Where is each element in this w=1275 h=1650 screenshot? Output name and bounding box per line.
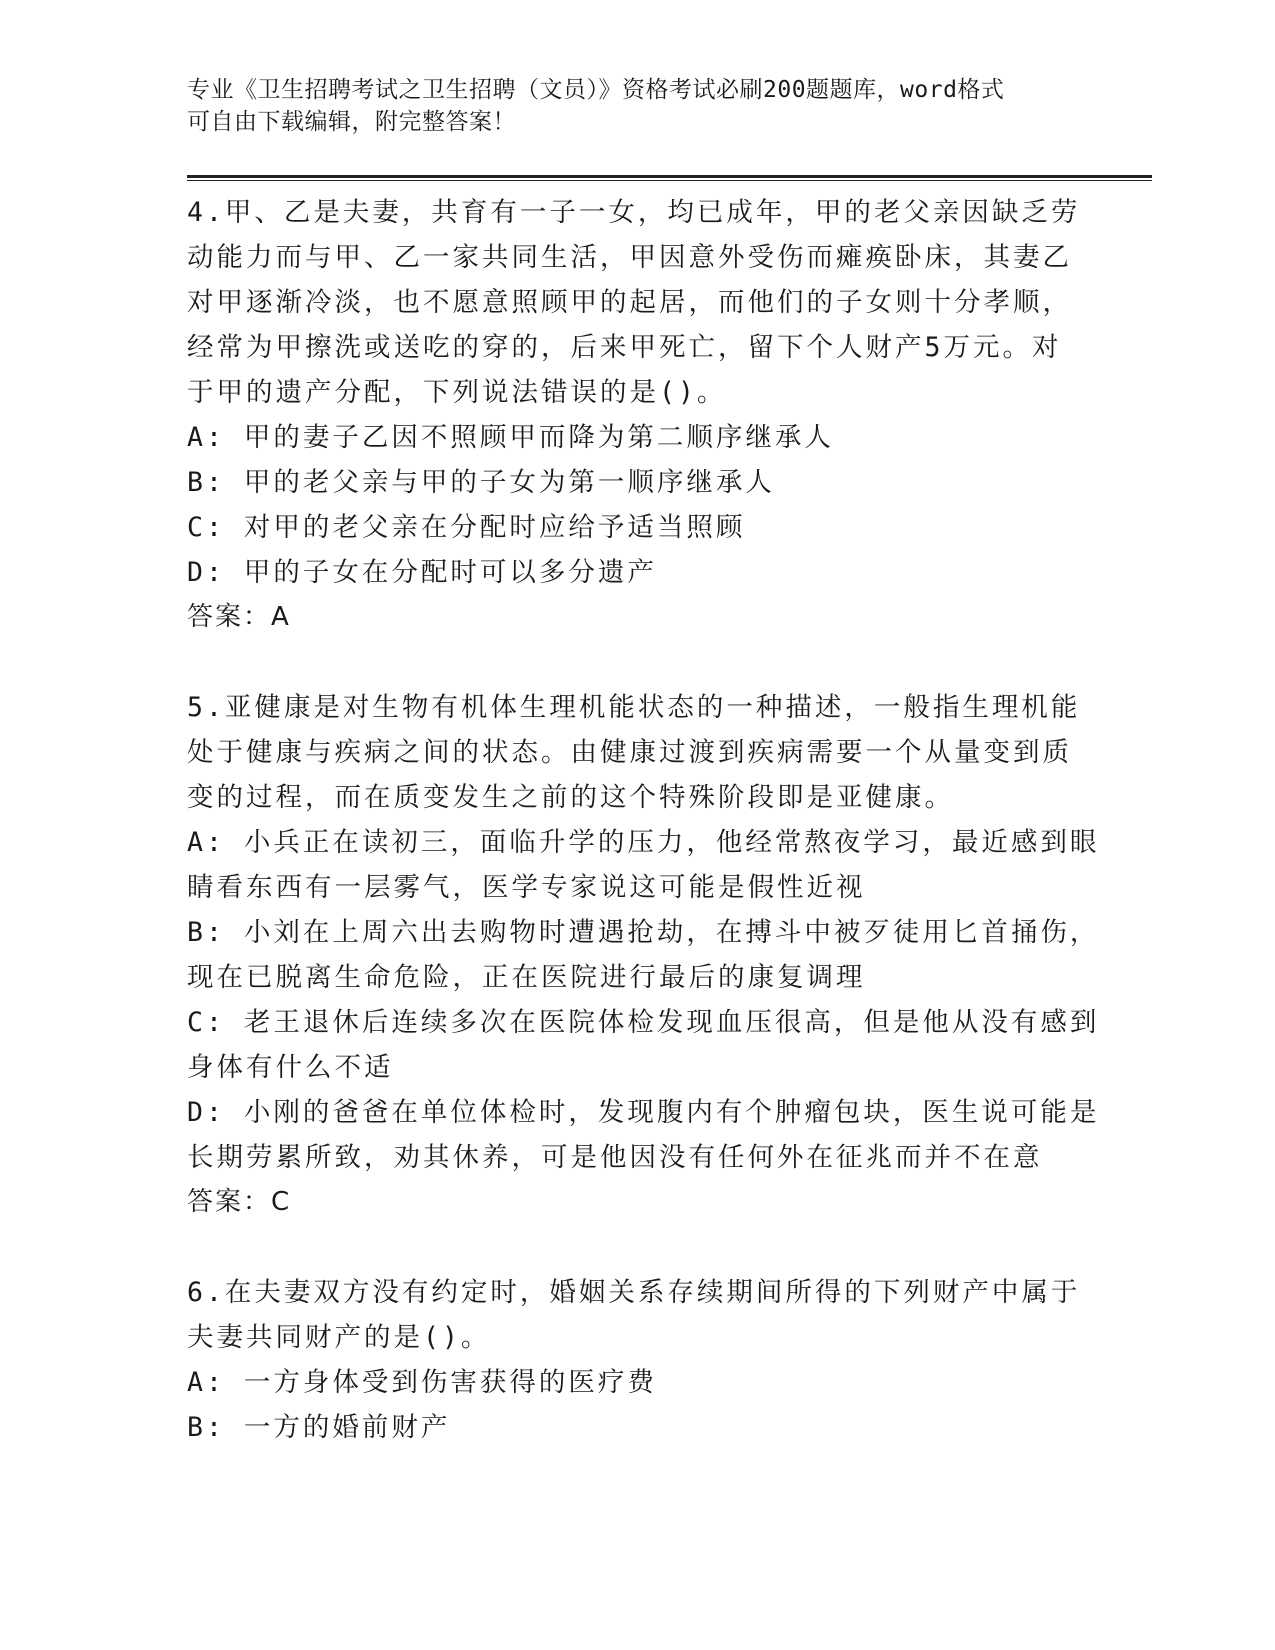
header-line-1: 专业《卫生招聘考试之卫生招聘（文员）》资格考试必刷200题题库，word格式: [187, 77, 1005, 103]
question-4: [187, 190, 1087, 640]
option-a-cont: 睛看东西有一层雾气，医学专家说这可能是假性近视: [187, 872, 866, 903]
option-d: D: 小刚的爸爸在单位体检时，发现腹内有个肿瘤包块，医生说可能是: [187, 1097, 1100, 1128]
question-stem-line: 4.甲、乙是夫妻，共育有一子一女，均已成年，甲的老父亲因缺乏劳: [187, 197, 1081, 228]
option-d-cont: 长期劳累所致，劝其休养，可是他因没有任何外在征兆而并不在意: [187, 1142, 1043, 1173]
header-line-2: 可自由下载编辑，附完整答案！: [187, 109, 516, 135]
question-stem-line: 经常为甲擦洗或送吃的穿的，后来甲死亡，留下个人财产5万元。对: [187, 332, 1062, 363]
question-list: [187, 190, 1100, 1495]
option-c: C: 老王退休后连续多次在医院体检发现血压很高，但是他从没有感到: [187, 1007, 1100, 1038]
option-d: D: 甲的子女在分配时可以多分遗产: [187, 557, 657, 588]
option-a: A: 小兵正在读初三，面临升学的压力，他经常熬夜学习，最近感到眼: [187, 827, 1100, 858]
question-stem-line: 变的过程，而在质变发生之前的这个特殊阶段即是亚健康。: [187, 782, 954, 813]
option-c: C: 对甲的老父亲在分配时应给予适当照顾: [187, 512, 746, 543]
question-stem-line: 于甲的遗产分配，下列说法错误的是()。: [187, 377, 727, 408]
option-a: A: 一方身体受到伤害获得的医疗费: [187, 1367, 657, 1398]
option-b: B: 甲的老父亲与甲的子女为第一顺序继承人: [187, 467, 775, 498]
question-stem-line: 对甲逐渐冷淡，也不愿意照顾甲的起居，而他们的子女则十分孝顺，: [187, 287, 1072, 318]
question-stem-line: 夫妻共同财产的是()。: [187, 1322, 491, 1353]
option-b: B: 小刘在上周六出去购物时遭遇抢劫，在搏斗中被歹徒用匕首捅伤，: [187, 917, 1100, 948]
answer-label: 答案：A: [187, 602, 291, 632]
question-6: [187, 1270, 1087, 1450]
option-a: A: 甲的妻子乙因不照顾甲而降为第二顺序继承人: [187, 422, 834, 453]
header-divider: [187, 175, 1152, 181]
question-stem-line: 动能力而与甲、乙一家共同生活，甲因意外受伤而瘫痪卧床，其妻乙: [187, 242, 1072, 273]
question-5: [187, 685, 1100, 1225]
question-stem-line: 6.在夫妻双方没有约定时，婚姻关系存续期间所得的下列财产中属于: [187, 1277, 1081, 1308]
question-stem-line: 5.亚健康是对生物有机体生理机能状态的一种描述，一般指生理机能: [187, 692, 1081, 723]
option-c-cont: 身体有什么不适: [187, 1052, 394, 1083]
question-stem-line: 处于健康与疾病之间的状态。由健康过渡到疾病需要一个从量变到质: [187, 737, 1072, 768]
answer-label: 答案：C: [187, 1187, 292, 1217]
page-header: [187, 74, 1087, 138]
option-b: B: 一方的婚前财产: [187, 1412, 451, 1443]
option-b-cont: 现在已脱离生命危险，正在医院进行最后的康复调理: [187, 962, 866, 993]
